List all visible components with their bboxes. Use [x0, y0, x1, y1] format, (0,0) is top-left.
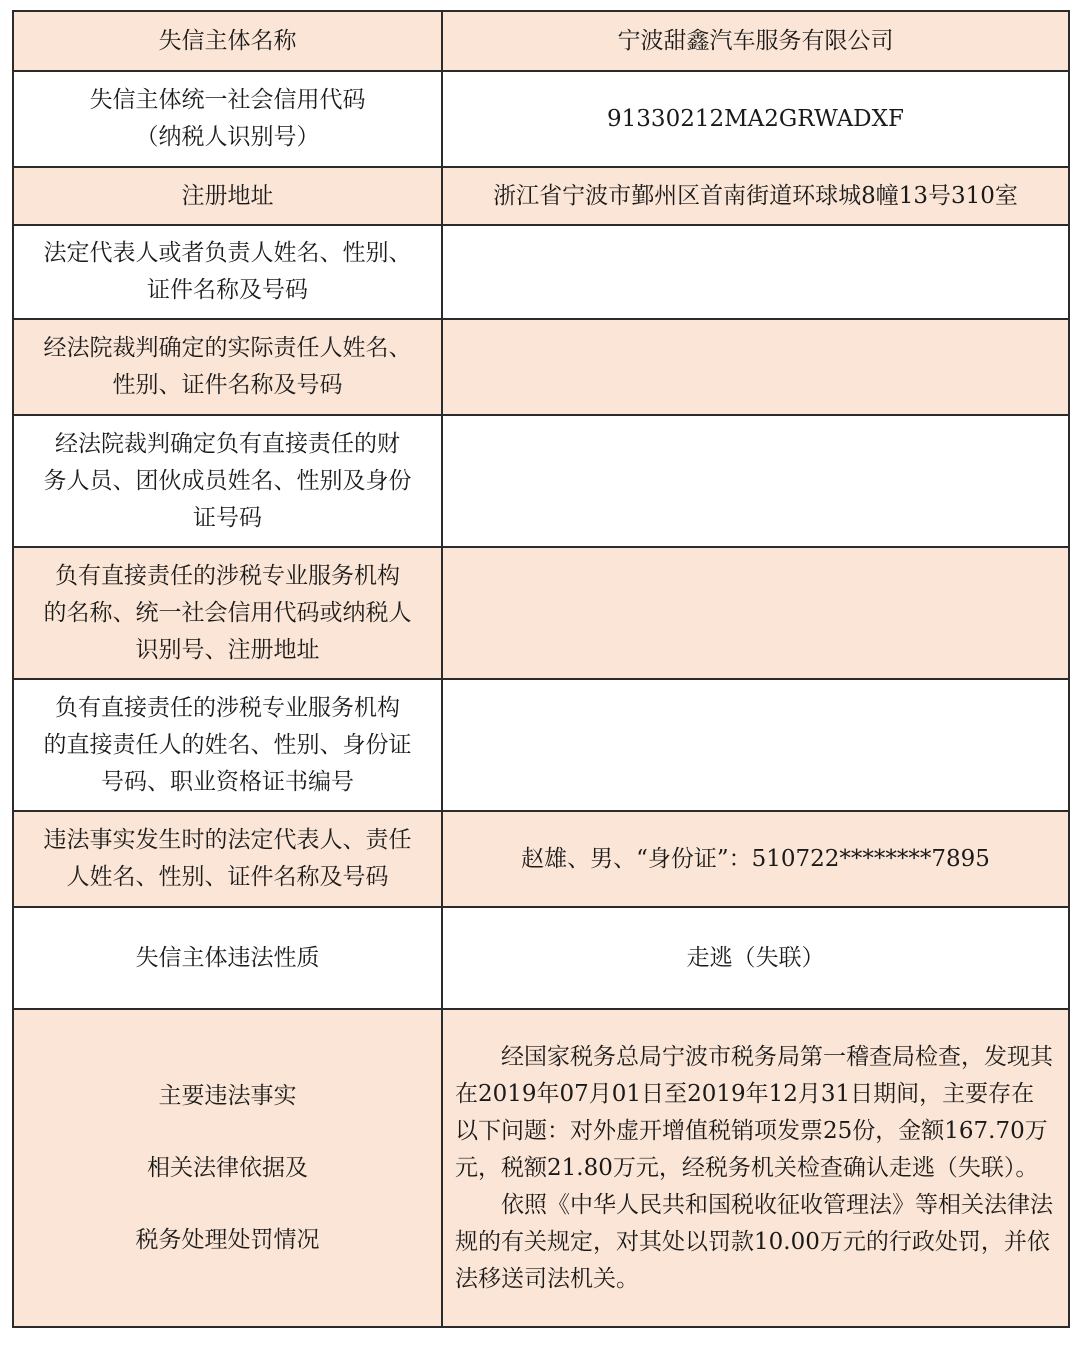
table-row: [13, 11, 1069, 71]
facts-label: 相关法律依据及: [147, 1155, 308, 1181]
row-label: 法定代表人或者负责人姓名、性别、 证件名称及号码: [13, 225, 442, 319]
row-value: 浙江省宁波市鄞州区首南街道环球城8幢13号310室: [442, 167, 1069, 225]
facts-labels: [13, 1009, 442, 1327]
table-row: [13, 679, 1069, 811]
row-label: 经法院裁判确定的实际责任人姓名、 性别、证件名称及号码: [13, 319, 442, 415]
row-value: 赵雄、男、“身份证”：510722********7895: [442, 811, 1069, 907]
table-row: [13, 319, 1069, 415]
row-value: 91330212MA2GRWADXF: [442, 71, 1069, 167]
row-label: 失信主体统一社会信用代码 （纳税人识别号）: [13, 71, 442, 167]
facts-label: 税务处理处罚情况: [135, 1227, 320, 1253]
facts-paragraph: 依照《中华人民共和国税收征收管理法》等相关法律法规的有关规定，对其处以罚款10.00万元的行政处罚，并依法移送司法机关。: [455, 1191, 1053, 1292]
table-row: [13, 71, 1069, 167]
row-label: 注册地址: [13, 167, 442, 225]
facts-text: [442, 1009, 1069, 1327]
row-value: [442, 679, 1069, 811]
table-row: [13, 547, 1069, 679]
row-value: 走逃（失联）: [442, 907, 1069, 1009]
facts-paragraph: 经国家税务总局宁波市税务局第一稽查局检查，发现其在2019年07月01日至2019年12月31日期间，主要存在以下问题：对外虚开增值税销项发票25份，金额167.70万元，税额21.80万元，经税务机关检查确认走逃（失联）。: [455, 1043, 1053, 1181]
table-row: [13, 415, 1069, 547]
row-label: 负有直接责任的涉税专业服务机构 的直接责任人的姓名、性别、身份证 号码、职业资格证书编号: [13, 679, 442, 811]
row-label: 失信主体名称: [13, 11, 442, 71]
row-value: [442, 415, 1069, 547]
row-label: 负有直接责任的涉税专业服务机构 的名称、统一社会信用代码或纳税人 识别号、注册地址: [13, 547, 442, 679]
table-row: [13, 811, 1069, 907]
table-row: [13, 167, 1069, 225]
row-label: 失信主体违法性质: [13, 907, 442, 1009]
row-value: [442, 225, 1069, 319]
row-label: 经法院裁判确定负有直接责任的财 务人员、团伙成员姓名、性别及身份 证号码: [13, 415, 442, 547]
table-row: [13, 907, 1069, 1009]
row-label: 违法事实发生时的法定代表人、责任 人姓名、性别、证件名称及号码: [13, 811, 442, 907]
blacklist-info-table: [12, 10, 1070, 1328]
facts-label: 主要违法事实: [158, 1083, 297, 1109]
row-value: 宁波甜鑫汽车服务有限公司: [442, 11, 1069, 71]
table-row: [13, 225, 1069, 319]
facts-row: [13, 1009, 1069, 1327]
row-value: [442, 547, 1069, 679]
row-value: [442, 319, 1069, 415]
